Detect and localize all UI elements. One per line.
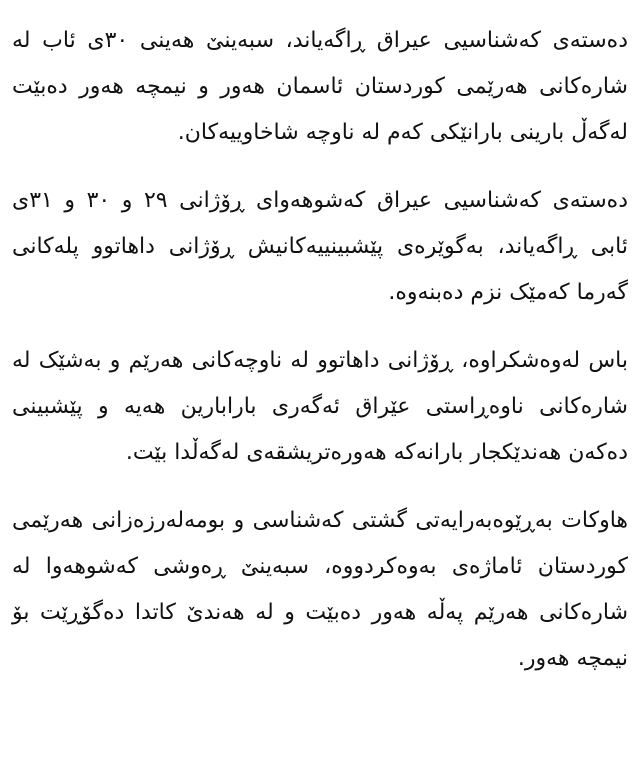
paragraph-forecast-friday: دەستەی کەشناسیی عیراق ڕاگەیاند، سبەینێ هەینی ٣٠ی ئاب لە شارەکانی هەرێمی کوردستان ئاسمان هەور و نیمچە هەور دەبێت لەگەڵ بارینی بارانێکی کەم لە ناوچە شاخاوییەکان. [12,28,628,145]
paragraph-kurdistan-directorate: هاوکات بەڕێوەبەرایەتی گشتی کەشناسی و بومەلەرزەزانی هەرێمی کوردستان ئاماژەی بەوەکردووە، سبەینێ ڕەوشی کەشوهەوا لە شارەکانی هەرێم پەڵە هەور دەبێت و لە هەندێ کاتدا دەگۆڕێت بۆ نیمچە هەور. [12,508,628,671]
paragraph-forecast-dates: دەستەی کەشناسیی عیراق کەشوهەوای ڕۆژانی ٢٩ و ٣٠ و ٣١ی ئابی ڕاگەیاند، بەگوێرەی پێشبینییەکانیش ڕۆژانی داهاتوو پلەکانی گەرما کەمێک نزم دەبنەوە. [12,188,628,305]
paragraph-rain-thunder: باس لەوەشکراوە، ڕۆژانی داهاتوو لە ناوچەکانی هەرێم و بەشێک لە شارەکانی ناوەڕاستی عێراق ئەگەری بارابارین هەیە و پێشبینی دەکەن هەندێکجار بارانەکە هەورەتریشقەی لەگەڵدا بێت. [12,348,628,465]
